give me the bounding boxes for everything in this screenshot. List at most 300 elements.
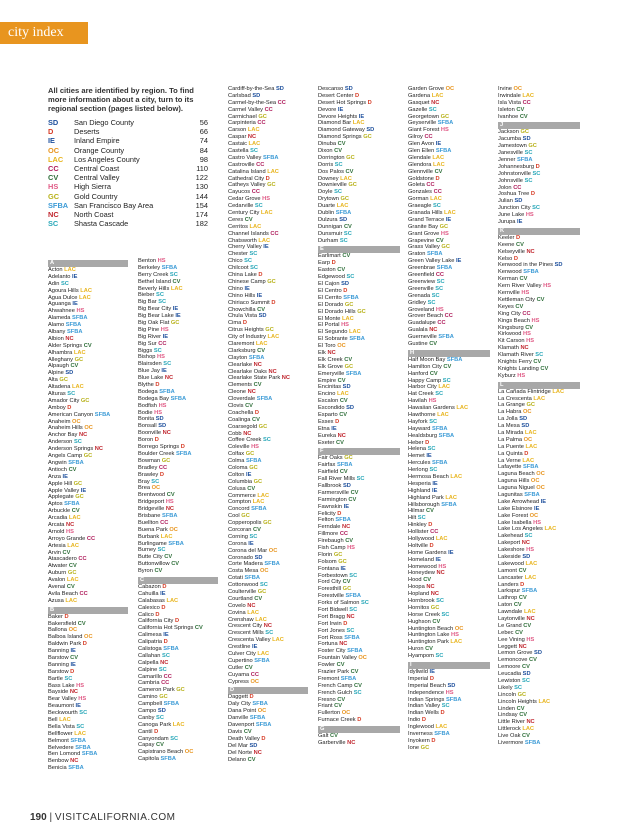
city-name: Healdsburg <box>408 432 439 439</box>
city-name: Cutler <box>228 664 245 671</box>
city-entry <box>318 134 400 141</box>
region-code: CV <box>252 416 260 423</box>
city-name: Dos Palos <box>318 168 346 175</box>
city-name: Alturas <box>48 391 68 398</box>
region-code: OC <box>522 409 532 416</box>
region-code: CV <box>68 563 77 570</box>
region-code: LAC <box>78 294 91 301</box>
region-code: OC <box>513 86 523 92</box>
city-name: Hillsborough <box>408 501 442 508</box>
city-name: Camarillo <box>138 673 164 680</box>
city-entry <box>318 717 400 724</box>
region-code: OC <box>358 655 367 662</box>
city-entry <box>48 315 128 322</box>
region-code: CV <box>540 365 549 372</box>
city-entry <box>228 300 308 307</box>
city-name: Davis <box>228 728 244 735</box>
region-code: NC <box>431 99 440 106</box>
city-entry <box>408 265 490 272</box>
region-code: LAC <box>80 287 92 294</box>
legend-region-name: Inland Empire <box>74 136 120 146</box>
city-entry <box>228 644 308 651</box>
region-code: IE <box>252 644 258 651</box>
city-entry <box>228 155 308 162</box>
city-name: La Grange <box>498 402 527 409</box>
region-code: IE <box>246 471 252 478</box>
city-entry <box>408 155 490 162</box>
region-code: IE <box>256 292 263 299</box>
region-code: CV <box>350 669 359 676</box>
region-code: D <box>428 522 433 529</box>
region-code: CC <box>522 99 531 106</box>
city-entry <box>498 256 580 263</box>
region-code: HS <box>445 689 454 696</box>
city-name: La Cañada Flintridge <box>498 388 553 395</box>
region-code: CC <box>435 272 445 279</box>
city-entry <box>228 617 308 624</box>
city-name: Fowler <box>318 662 337 669</box>
region-code: LAC <box>340 175 352 182</box>
city-name: Castella <box>228 148 251 155</box>
region-code: NC <box>247 389 256 396</box>
city-name: Kingsburg <box>498 324 526 331</box>
region-code: NC <box>526 616 535 623</box>
city-name: Daly City <box>228 701 253 708</box>
city-name: City of Industry <box>228 334 268 341</box>
city-name: Agua Dulce <box>48 294 79 301</box>
city-entry <box>318 231 400 238</box>
region-code: D <box>524 450 529 457</box>
region-code: LAC <box>444 210 456 217</box>
region-code: GC <box>59 377 68 384</box>
city-name: Citrus Heights <box>228 327 266 334</box>
region-code: LAC <box>257 651 270 658</box>
region-code: IE <box>340 565 346 572</box>
city-name: Alameda <box>48 315 73 322</box>
legend-page[interactable]: 144 <box>195 191 208 201</box>
city-entry <box>498 171 580 178</box>
city-entry <box>498 616 580 623</box>
city-entry <box>408 495 490 502</box>
region-code: SFBA <box>75 744 91 751</box>
city-entry <box>138 653 218 660</box>
city-name: Buena Park <box>138 526 170 533</box>
city-entry <box>498 485 580 492</box>
city-name: Hanford <box>408 370 430 377</box>
city-name: Corcoran <box>228 527 253 533</box>
city-entry <box>48 648 128 655</box>
city-name: Calistoga <box>138 645 164 652</box>
city-name: Bayside <box>48 689 70 696</box>
city-name: Galt <box>318 733 331 740</box>
city-name: Lake Forest <box>498 512 530 519</box>
region-code: SD <box>252 92 261 99</box>
city-name: Belvedere <box>48 744 76 751</box>
city-name: Cambria <box>138 680 162 687</box>
city-name: Compton <box>228 499 253 506</box>
city-entry <box>48 641 128 648</box>
city-entry <box>138 632 218 639</box>
legend-page[interactable]: 56 <box>199 118 208 127</box>
city-entry <box>498 540 580 547</box>
city-entry <box>498 373 580 380</box>
city-name: Green Valley Lake <box>408 258 456 265</box>
region-code: SC <box>435 285 444 292</box>
city-entry <box>228 486 308 493</box>
region-code: SFBA <box>441 501 457 508</box>
region-code: IE <box>248 540 254 547</box>
city-entry <box>408 238 490 245</box>
region-code: NC <box>165 506 175 513</box>
region-code: D <box>161 604 166 611</box>
region-code: D <box>155 611 160 618</box>
city-name: Kirkwood <box>498 331 523 338</box>
city-entry <box>138 306 218 313</box>
region-code: OC <box>72 418 81 425</box>
city-entry <box>318 316 400 323</box>
city-name: Dorris <box>318 161 335 168</box>
region-code: GC <box>440 113 450 120</box>
city-entry <box>408 626 490 633</box>
city-entry <box>318 141 400 148</box>
city-entry <box>138 742 218 749</box>
city-entry <box>408 591 490 598</box>
city-name: Fort Ross <box>318 634 345 641</box>
index-column-2 <box>138 258 218 763</box>
region-code: IE <box>432 487 438 494</box>
city-entry <box>228 251 308 258</box>
city-name: Le Grand <box>498 622 524 629</box>
region-code: HS <box>440 230 449 237</box>
region-code: OC <box>268 547 278 554</box>
region-code: D <box>155 382 160 389</box>
city-entry <box>48 308 128 315</box>
city-entry <box>498 712 580 719</box>
city-name: Clovis <box>228 402 246 409</box>
city-name: Livermore <box>498 740 525 747</box>
city-entry <box>48 350 128 357</box>
region-code: OC <box>530 478 540 485</box>
region-code: IE <box>516 219 523 226</box>
city-entry <box>228 320 308 327</box>
region-code: HS <box>160 326 169 333</box>
legend-abbr: OC <box>48 145 60 155</box>
region-code: SD <box>258 313 267 320</box>
city-name: Coloma <box>228 464 250 471</box>
city-entry <box>408 258 490 265</box>
city-entry <box>138 354 218 361</box>
legend-region-name: Central Coast <box>74 164 120 174</box>
city-name: Calabasas <box>138 597 167 604</box>
city-name: Bodega <box>138 388 160 395</box>
city-name: Dana Point <box>228 708 258 715</box>
city-entry <box>498 657 580 664</box>
region-code: SC <box>158 299 167 306</box>
city-entry <box>228 729 308 736</box>
city-entry <box>228 506 308 513</box>
city-name: Lagunitas <box>498 491 525 498</box>
region-code: SD <box>534 650 542 657</box>
city-entry <box>48 274 128 281</box>
city-entry <box>228 396 308 403</box>
city-name: Clearlake Oaks <box>228 368 269 375</box>
city-entry <box>318 628 400 635</box>
legend-page[interactable]: 74 <box>199 136 208 146</box>
legend-page[interactable]: 182 <box>195 219 208 229</box>
city-name: Amador City <box>48 397 81 404</box>
city-name: Elk <box>318 349 328 356</box>
region-code: LAC <box>342 315 354 322</box>
city-name: Covelo <box>228 602 248 609</box>
region-code: SFBA <box>163 701 180 708</box>
region-code: CV <box>339 469 348 476</box>
city-entry <box>318 398 400 405</box>
city-name: Likely <box>498 684 515 691</box>
city-name: Guerneville <box>408 334 439 341</box>
city-entry <box>318 538 400 545</box>
region-code: GC <box>526 402 535 409</box>
region-code: SFBA <box>340 675 357 682</box>
city-name: King City <box>498 310 523 317</box>
region-code: SC <box>156 714 164 721</box>
city-name: Cerritos <box>228 223 250 230</box>
city-entry <box>228 679 308 686</box>
city-name: Concord <box>228 506 252 513</box>
region-code: CV <box>429 370 438 377</box>
region-code: CV <box>516 705 525 712</box>
city-name: El Toro <box>318 343 338 350</box>
city-entry <box>498 692 580 699</box>
region-code: SFBA <box>432 460 448 467</box>
city-entry <box>138 708 218 715</box>
city-entry <box>318 690 400 697</box>
region-code: GC <box>258 423 268 430</box>
region-code: LAC <box>247 609 259 616</box>
city-entry <box>408 300 490 307</box>
city-name: Blythe <box>138 382 156 389</box>
city-name: Bonita <box>138 416 156 423</box>
city-entry <box>138 258 218 265</box>
city-name: Cayucos <box>228 189 252 196</box>
region-code: SC <box>427 299 436 306</box>
city-name: Anza <box>48 473 63 480</box>
city-name: Colton <box>228 471 247 478</box>
city-name: China Lake <box>228 272 259 279</box>
region-code: SFBA <box>426 251 443 258</box>
region-code: NC <box>164 375 174 382</box>
region-code: CC <box>424 134 433 141</box>
city-name: Agoura Hills <box>48 287 81 294</box>
city-entry <box>318 274 400 281</box>
region-code: GC <box>73 480 83 487</box>
city-entry <box>48 398 128 405</box>
region-code: LAC <box>272 637 284 644</box>
legend-row <box>48 192 208 201</box>
region-code: CV <box>247 756 256 763</box>
city-name: Cima <box>228 320 243 327</box>
city-entry <box>138 618 218 625</box>
city-name: Boonville <box>138 430 163 437</box>
city-name: Hermosa Beach <box>408 473 451 480</box>
city-name: Fairfax <box>318 462 337 469</box>
region-code: D <box>520 581 525 588</box>
city-name: Encino <box>318 391 337 398</box>
region-code: CV <box>247 485 256 492</box>
region-code: HS <box>154 409 163 416</box>
region-code: CC <box>79 590 88 597</box>
region-code: LAC <box>522 92 535 99</box>
site-url[interactable]: VISITCALIFORNIA.COM <box>54 812 176 823</box>
legend-page[interactable]: 130 <box>195 182 208 192</box>
city-name: Copperopolis <box>228 520 264 527</box>
city-name: Glendora <box>408 161 433 168</box>
region-code: SC <box>435 391 444 398</box>
city-entry <box>228 499 308 506</box>
city-entry <box>138 729 218 736</box>
city-entry <box>48 501 128 508</box>
city-entry <box>498 185 580 192</box>
region-code: SC <box>535 352 544 359</box>
city-entry <box>408 639 490 646</box>
city-name: Kyburz <box>498 372 518 379</box>
legend-page[interactable]: 122 <box>195 173 208 183</box>
region-code: NC <box>521 540 530 547</box>
city-name: Fullerton <box>318 710 342 717</box>
city-name: Independence <box>408 689 446 696</box>
region-code: CC <box>251 189 260 196</box>
city-entry <box>318 614 400 621</box>
region-code: SFBA <box>335 517 351 524</box>
city-name: Aguanga <box>48 301 73 308</box>
region-code: CV <box>342 579 351 586</box>
city-name: Lee Vining <box>498 636 527 643</box>
city-name: Berkeley <box>138 264 162 271</box>
region-code: SFBA <box>251 506 267 513</box>
region-code: HS <box>157 258 166 264</box>
city-entry <box>228 134 308 141</box>
city-name: Cathedral City <box>228 175 266 182</box>
city-entry <box>318 281 400 288</box>
city-entry <box>498 506 580 513</box>
city-entry <box>318 384 400 391</box>
city-entry <box>408 169 490 176</box>
city-entry <box>48 467 128 474</box>
city-name: Emeryville <box>318 370 346 377</box>
region-code: D <box>343 620 348 627</box>
city-name: Kern River Valley <box>498 283 544 290</box>
city-entry <box>318 621 400 628</box>
city-entry <box>318 586 400 593</box>
region-code: SC <box>435 653 444 660</box>
region-code: SC <box>254 203 263 210</box>
region-code: HS <box>525 212 534 219</box>
city-name: Crescent City <box>228 623 264 630</box>
city-entry <box>228 107 308 114</box>
region-code: CV <box>245 402 253 409</box>
city-entry <box>408 522 490 529</box>
region-code: CC <box>264 106 273 113</box>
city-name: Dunnigan <box>318 223 344 230</box>
region-code: SC <box>346 627 355 634</box>
region-code: NC <box>347 740 356 747</box>
city-name: Hyampom <box>408 653 436 660</box>
city-entry <box>318 440 400 447</box>
region-code: SD <box>519 416 528 423</box>
city-entry <box>408 148 490 155</box>
region-code: SD <box>275 86 284 92</box>
city-entry <box>138 598 218 605</box>
legend-page[interactable]: 98 <box>199 154 208 164</box>
city-name: Carmichael <box>228 113 259 120</box>
city-name: Cupertino <box>228 657 255 664</box>
city-entry <box>318 288 400 295</box>
city-entry <box>228 293 308 300</box>
city-name: Lake Los Angeles <box>498 526 545 533</box>
city-name: Crescenta Valley <box>228 637 273 644</box>
city-name: Benbow <box>48 758 71 765</box>
city-entry <box>228 141 308 148</box>
region-code: SD <box>342 482 351 489</box>
city-entry <box>408 251 490 258</box>
city-entry <box>318 497 400 504</box>
region-code: CV <box>66 583 75 590</box>
region-code: SC <box>441 703 450 710</box>
city-name: Gustine <box>408 340 430 347</box>
region-code: CV <box>164 554 173 561</box>
city-entry <box>318 176 400 183</box>
region-code: GC <box>528 143 537 150</box>
legend-page[interactable]: 110 <box>196 164 208 174</box>
city-name: Bodfish <box>138 402 159 409</box>
region-code: NC <box>339 641 348 648</box>
city-entry <box>408 210 490 217</box>
city-name: Buttonwillow <box>138 561 172 568</box>
city-entry <box>138 506 218 513</box>
region-code: SFBA <box>70 737 86 744</box>
city-name: Kelseyville <box>498 248 527 255</box>
region-code: CV <box>336 439 344 446</box>
region-code: LAC <box>432 154 445 161</box>
city-entry <box>228 757 308 764</box>
city-entry <box>48 570 128 577</box>
legend-page[interactable]: 84 <box>199 145 208 155</box>
region-code: SFBA <box>345 593 361 600</box>
city-name: Earp <box>318 260 332 267</box>
region-code: OC <box>151 485 161 492</box>
city-name: Dixon <box>318 148 335 155</box>
legend-page[interactable]: 66 <box>199 127 208 137</box>
city-entry <box>318 426 400 433</box>
region-code: GC <box>267 182 276 189</box>
city-entry <box>228 238 308 245</box>
legend-page[interactable]: 174 <box>195 210 208 220</box>
city-name: Goldstone <box>408 175 436 182</box>
city-name: Bell <box>48 717 60 723</box>
city-name: Albany <box>48 329 67 336</box>
city-name: La Mirada <box>498 429 525 436</box>
region-code: SFBA <box>163 645 179 652</box>
city-entry <box>318 740 400 747</box>
city-entry <box>498 178 580 185</box>
city-name: Brentwood <box>138 492 167 499</box>
city-name: Lebec <box>498 629 516 636</box>
city-entry <box>228 520 308 527</box>
region-code: IE <box>72 301 78 308</box>
region-code: LAC <box>524 429 537 436</box>
city-name: Kenwood <box>498 269 524 276</box>
city-name: Costa Mesa <box>228 568 260 575</box>
legend-page[interactable]: 154 <box>195 200 208 210</box>
